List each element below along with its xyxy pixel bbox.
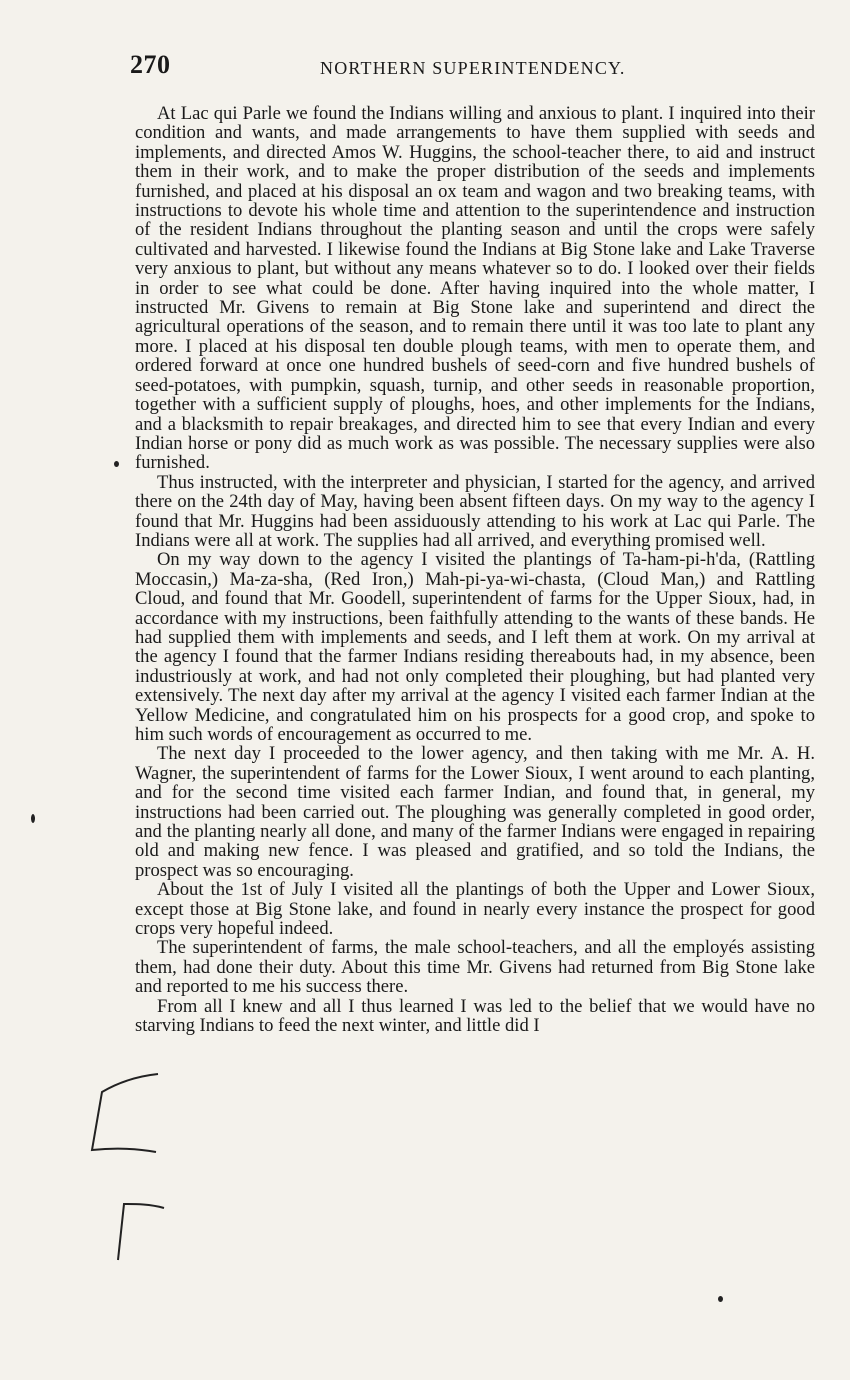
paragraph-upper-sioux-visit: On my way down to the agency I visited the plantings of Ta-ham-pi-h'da, (Rattling Moccasin,) Ma-za-sha, (Red Iron,) Mah-pi-ya-wi-chasta, (Cloud Man,) and Rattling Cloud, and found that Mr. Goodell, superintendent of farms for the Upper Sioux, had, in accordance with my instructions, been faithfully attending to the wants of these bands. He had supplied them with implements and seeds, and I left them at work. On my arrival at the agency I found that the farmer Indians residing thereabouts had, in my absence, been industriously at work, and had not only completed their ploughing, but had planted very extensively. The next day after my arrival at the agency I visited each farmer Indian at the Yellow Medicine, and congratulated him on his prospects for a good crop, and spoke to him such words of encouragement as occurred to me. — [135, 549, 815, 745]
margin-dot — [114, 461, 119, 467]
running-head: NORTHERN SUPERINTENDENCY. — [320, 58, 626, 78]
body-text — [135, 104, 815, 1036]
paragraph-employees-duty: The superintendent of farms, the male school-teachers, and all the employés assisting them, had done their duty. About this time Mr. Givens had returned from Big Stone lake and reported to me his success there. — [135, 937, 815, 998]
margin-dot — [718, 1296, 723, 1302]
margin-bracket-mark — [84, 1068, 164, 1162]
paragraph-arrival-agency: Thus instructed, with the interpreter and physician, I started for the agency, and arrived there on the 24th day of May, having been absent fifteen days. On my way to the agency I found that Mr. Huggins had been assiduously attending to his work at Lac qui Parle. The Indians were all at work. The supplies had all arrived, and everything promised well. — [135, 471, 815, 551]
margin-bracket-mark-lower — [112, 1196, 168, 1266]
paragraph-july-visit: About the 1st of July I visited all the plantings of both the Upper and Lower Sioux, except those at Big Stone lake, and found in nearly every instance the prospect for good crops very hopeful indeed. — [135, 879, 815, 940]
margin-dot — [31, 814, 35, 823]
page-header — [130, 50, 820, 84]
paragraph-lac-qui-parle: At Lac qui Parle we found the Indians willing and anxious to plant. I inquired into their condition and wants, and made arrangements to have them supplied with seeds and implements, and directed Amos W. Huggins, the school-teacher there, to aid and instruct them in their work, and to make the proper distribution of the seeds and implements furnished, and placed at his disposal an ox team and wagon and two breaking teams, with instructions to devote his whole time and attention to the superintendence and instruction of the resident Indians throughout the planting season and until the crops were safely cultivated and harvested. I likewise found the Indians at Big Stone lake and Lake Traverse very anxious to plant, but without any means whatever so to do. I looked over their fields in order to see what could be done. After having inquired into the whole matter, I instructed Mr. Givens to remain at Big Stone lake and superintend and direct the agricultural operations of the season, and to remain there until it was too late to plant any more. I placed at his disposal ten double plough teams, with men to operate them, and ordered forward at once one hundred bushels of seed-corn and five hundred bushels of seed-potatoes, with pumpkin, squash, turnip, and other seeds in reasonable proportion, together with a sufficient supply of ploughs, hoes, and other implements for the Indians, and a blacksmith to repair breakages, and directed him to see that every Indian and every Indian horse or pony did as much work as was possible. The necessary supplies were also furnished. — [135, 103, 815, 474]
page-number: 270 — [130, 50, 171, 79]
paragraph-lower-agency: The next day I proceeded to the lower agency, and then taking with me Mr. A. H. Wagner, the superintendent of farms for the Lower Sioux, I went around to each planting, and for the second time visited each farmer Indian, and found that, in general, my instructions had been carried out. The ploughing was generally completed in good order, and the planting nearly all done, and many of the farmer Indians were engaged in repairing old and making new fence. I was pleased and gratified, and so told the Indians, the prospect was so encouraging. — [135, 743, 815, 881]
paragraph-starving-indians: From all I knew and all I thus learned I was led to the belief that we would have no starving Indians to feed the next winter, and little did I — [135, 995, 815, 1037]
